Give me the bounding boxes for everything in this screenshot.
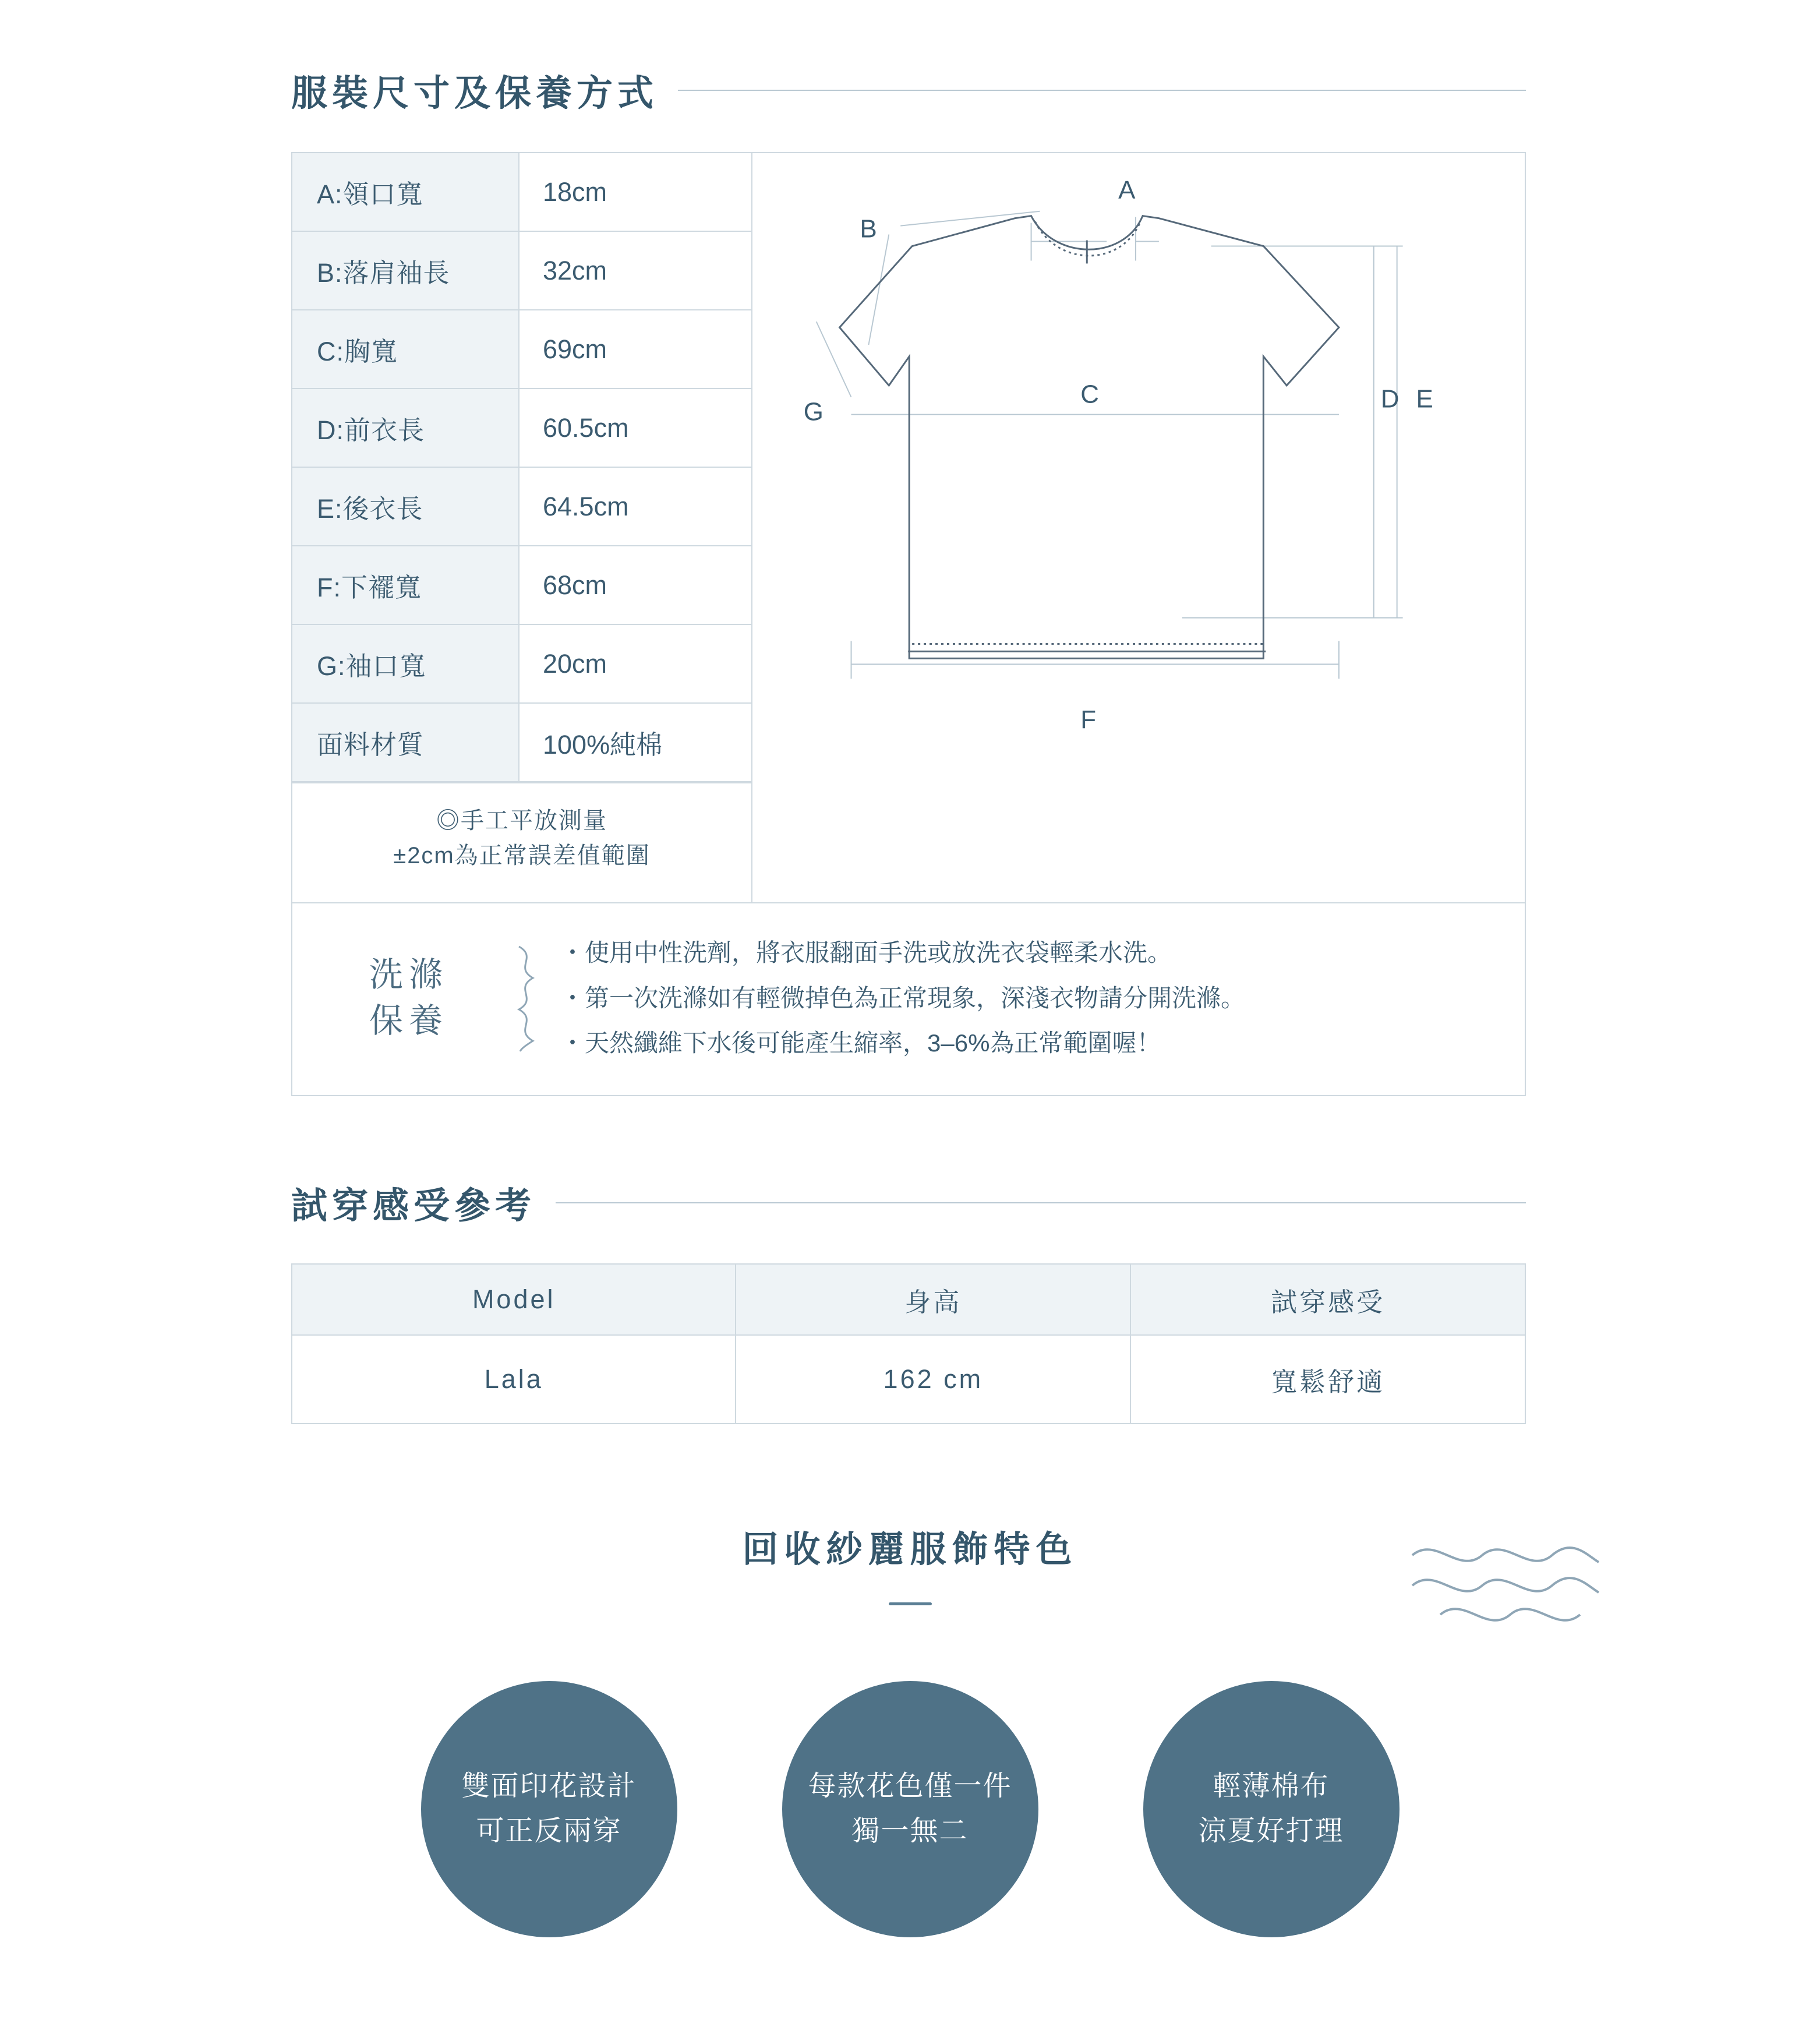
care-title-line1: 洗滌	[369, 956, 448, 994]
measure-value: 32cm	[520, 232, 751, 309]
feature-circle	[782, 1681, 1038, 1937]
measurement-note	[292, 782, 751, 894]
fit-section-header	[291, 1177, 1526, 1228]
column-header-feel: 試穿感受	[1130, 1264, 1525, 1335]
cell-model: Lala	[292, 1335, 736, 1424]
table-row	[292, 389, 751, 468]
feature-line1: 輕薄棉布	[1213, 1771, 1330, 1802]
features-section	[0, 1520, 1820, 1937]
fit-section	[291, 1177, 1526, 1424]
table-row	[292, 468, 751, 546]
table-row	[292, 1335, 1525, 1424]
diagram-label-g: G	[803, 397, 824, 426]
tshirt-technical-drawing	[752, 153, 1525, 902]
measure-label: E:後衣長	[292, 468, 520, 545]
column-header-model: Model	[292, 1264, 736, 1335]
care-title	[292, 952, 502, 1044]
heading-rule	[678, 90, 1526, 91]
fit-table	[291, 1263, 1526, 1424]
measure-label: A:領口寬	[292, 153, 520, 231]
feature-line2: 獨一無二	[851, 1816, 969, 1846]
cell-feel: 寬鬆舒適	[1130, 1335, 1525, 1424]
measure-value: 18cm	[520, 153, 751, 231]
list-item: ・ 使用中性洗劑，將衣服翻面手洗或放洗衣袋輕柔水洗。	[560, 930, 1525, 976]
size-section	[291, 64, 1526, 1096]
diagram-label-d: D	[1380, 384, 1400, 414]
list-item: ・ 天然纖維下水後可能產生縮率，3–6%為正常範圍喔！	[560, 1020, 1525, 1066]
care-title-line2: 保養	[369, 1001, 448, 1040]
wave-decoration-icon	[1406, 1532, 1605, 1640]
table-row	[292, 546, 751, 625]
table-row	[292, 153, 751, 232]
feature-line1: 每款花色僅一件	[808, 1771, 1012, 1802]
measure-value: 60.5cm	[520, 389, 751, 467]
diagram-label-b: B	[860, 214, 877, 243]
measure-label: B:落肩袖長	[292, 232, 520, 309]
diagram-label-f: F	[1080, 705, 1097, 734]
feature-circle	[1143, 1681, 1400, 1937]
cell-height: 162 cm	[736, 1335, 1130, 1424]
measure-label: 面料材質	[292, 704, 520, 781]
column-header-height: 身高	[736, 1264, 1130, 1335]
table-row	[292, 310, 751, 389]
table-row	[292, 704, 751, 782]
title-underline	[889, 1602, 932, 1605]
measurement-note-line2: ±2cm為正常誤差值範圍	[393, 843, 651, 868]
size-section-title: 服裝尺寸及保養方式	[291, 73, 659, 114]
measurement-note-line1: ◎手工平放測量	[436, 808, 607, 834]
measurement-table	[292, 153, 752, 902]
feature-circles	[0, 1681, 1820, 1937]
diagram-label-c: C	[1080, 380, 1099, 409]
squiggle-icon	[502, 943, 554, 1054]
table-row	[292, 625, 751, 704]
measure-label: G:袖口寬	[292, 625, 520, 702]
diagram-label-a: A	[1118, 175, 1136, 204]
measure-value: 64.5cm	[520, 468, 751, 545]
list-item: ・ 第一次洗滌如有輕微掉色為正常現象，深淺衣物請分開洗滌。	[560, 976, 1525, 1021]
table-header-row	[292, 1264, 1525, 1335]
measure-value: 100%純棉	[520, 704, 751, 781]
fit-section-title: 試穿感受參考	[291, 1186, 536, 1226]
heading-rule	[556, 1202, 1526, 1203]
features-title: 回收紗麗服飾特色	[742, 1530, 1078, 1570]
feature-line2: 可正反兩穿	[476, 1816, 622, 1846]
size-section-header	[291, 64, 1526, 116]
measure-value: 20cm	[520, 625, 751, 702]
measure-label: F:下襬寬	[292, 546, 520, 624]
care-instructions	[291, 903, 1526, 1096]
measure-value: 69cm	[520, 310, 751, 388]
feature-line2: 涼夏好打理	[1198, 1816, 1344, 1846]
measure-label: D:前衣長	[292, 389, 520, 467]
measure-value: 68cm	[520, 546, 751, 624]
size-body	[291, 152, 1526, 903]
table-row	[292, 232, 751, 310]
care-list	[554, 930, 1525, 1066]
diagram-label-e: E	[1416, 384, 1433, 414]
feature-line1: 雙面印花設計	[461, 1771, 637, 1802]
measure-label: C:胸寬	[292, 310, 520, 388]
feature-circle	[421, 1681, 677, 1937]
garment-diagram	[752, 153, 1525, 902]
